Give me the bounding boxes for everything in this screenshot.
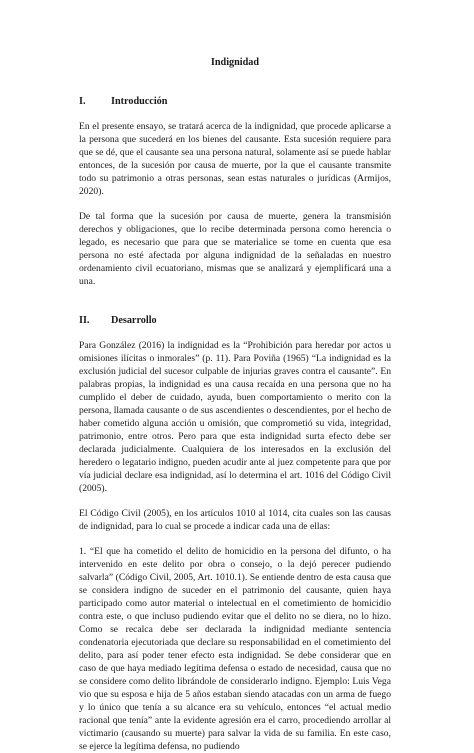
- section-desarrollo: [79, 314, 391, 753]
- paragraph: De tal forma que la sucesión por causa de muerte, genera la transmisión derechos y obligaciones, que lo recibe determinada persona como herencia o legado, es necesario que para que se materialice se tome en cuenta que esa persona no esté afectada por alguna indignidad de la señaladas en nuestro ordenamiento civil ecuatoriano, mismas que se analizará y ejemplificará una a una.: [79, 211, 391, 287]
- paragraph: 1. “El que ha cometido el delito de homicidio en la persona del difunto, o ha intervenido en este delito por obra o consejo, o la dejó perecer pudiendo salvarla” (Código Civil, 2005, Art. 1010.1). Se entiende dentro de esta causa que se considera indigno de suceder en el patrimonio del causante, quien haya participado como autor material o intelectual en el cometimiento de homicidio contra este, o que incluso pudiendo evitar que el delito no se diera, no lo hizo. Como se recalca debe ser declarada la indignidad mediante sentencia condenatoria ejecutoriada que declare su responsabilidad en el cometimiento del delito, para así poder tener efecto esta indignidad. Se debe considerar que en caso de que haya mediado legítima defensa o estado de necesidad, causa que no se considere como delito librándole de considerarlo indigno. Ejemplo: Luis Vega vio que su esposa e hija de 5 años estaban siendo atacadas con un arma de fuego y lo único que tenía a su alcance era su vehículo, entonces “el actual medio racional que tenía” ante la evidente agresión era el carro, procediendo arrollar al victimario (causando su muerte) para salvar la vida de su familia. En este caso, se ejerce la legítima defensa, no pudiendo: [79, 546, 391, 752]
- paragraph: Para González (2016) la indignidad es la “Prohibición para heredar por actos u omisiones ilícitas o inmorales” (p. 11). Para Poviña (1965) “La indignidad es la exclusión judicial del sucesor culpable de injurias graves contra el causante”. En palabras propias, la indignidad es una causa recaída en una persona que no ha cumplido el deber de cuidado, ayuda, buen comportamiento o merito con la persona, llamada causante o de sus ascendientes o descendientes, por el hecho de haber cometido alguna acción u omisión, que comprometió su vida, integridad, patrimonio, entre otros. Pero para que esta indignidad surta efecto debe ser declarada judicialmente. Cualquiera de los interesados en la exclusión del heredero o legatario indigno, pueden acudir ante al juez competente para que por vía judicial declare esa indignidad, así lo determina el art. 1016 del Código Civil (2005).: [79, 340, 391, 494]
- paragraph: El Código Civil (2005), en los artículos 1010 al 1014, cita cuales son las causas de indignidad, para lo cual se procede a indicar cada una de ellas:: [79, 508, 391, 532]
- section-title: Introducción: [111, 96, 168, 107]
- section-heading: [79, 314, 391, 327]
- section-heading: [79, 95, 391, 108]
- document-title: Indignidad: [210, 57, 260, 68]
- paragraph: En el presente ensayo, se tratará acerca de la indignidad, que procede aplicarse a la persona que sucederá en los bienes del causante. Esta sucesión requiere para que se dé, que el causante sea una persona natural, solamente así se puede hablar entonces, de la sucesión por causa de muerte, por la que el causante transmite todo su patrimonio a otras personas, sean estas naturales o jurídicas (Armijos, 2020).: [79, 121, 391, 197]
- section-number: I.: [79, 96, 86, 107]
- section-title: Desarrollo: [111, 315, 157, 326]
- section-number: II.: [79, 315, 90, 326]
- section-introduccion: [79, 95, 391, 288]
